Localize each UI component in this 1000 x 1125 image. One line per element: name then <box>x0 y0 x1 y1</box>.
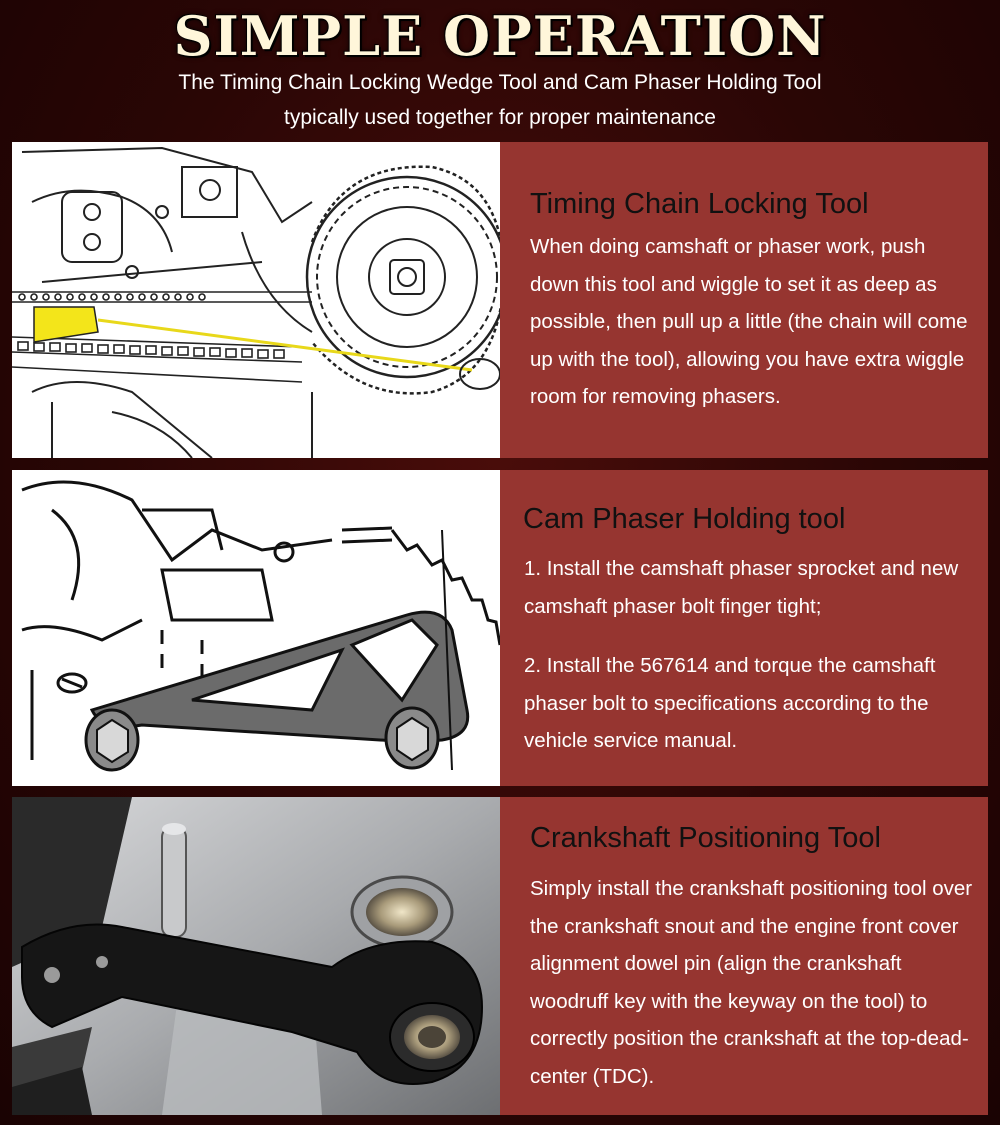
page-title: SIMPLE OPERATION <box>173 4 827 68</box>
cam-phaser-diagram <box>12 470 500 786</box>
panel-body: Simply install the crankshaft positioning tool over the crankshaft snout and the engine front cover alignment dowel pin (align the crankshaft woodruff key with the keyway on the tool) to correctly position the crankshaft at the top-dead-center (TDC). <box>530 877 973 1088</box>
panel-heading: Cam Phaser Holding tool <box>523 503 846 535</box>
panel-body: When doing camshaft or phaser work, push down this tool and wiggle to set it as deep as possible, then pull up a little (the chain will come up with the tool), allowing you have extra wiggle room for removing phasers. <box>530 235 968 408</box>
panel-heading: Timing Chain Locking Tool <box>530 188 869 220</box>
subtitle-line-1: The Timing Chain Locking Wedge Tool and Cam Phaser Holding Tool <box>178 71 822 94</box>
crankshaft-photo <box>12 797 500 1115</box>
panel-heading: Crankshaft Positioning Tool <box>530 822 881 854</box>
panel-crankshaft-positioning-tool <box>12 797 988 1115</box>
timing-chain-diagram <box>12 142 500 458</box>
panel-timing-chain-locking-tool <box>12 142 988 458</box>
subtitle-line-2: typically used together for proper maintenance <box>284 106 716 129</box>
panel-cam-phaser-holding-tool <box>12 470 988 786</box>
panel-step-1: 1. Install the camshaft phaser sprocket and new camshaft phaser bolt finger tight; <box>524 557 959 618</box>
panel-step-2: 2. Install the 567614 and torque the camshaft phaser bolt to specifications according to the vehicle service manual. <box>524 654 936 752</box>
